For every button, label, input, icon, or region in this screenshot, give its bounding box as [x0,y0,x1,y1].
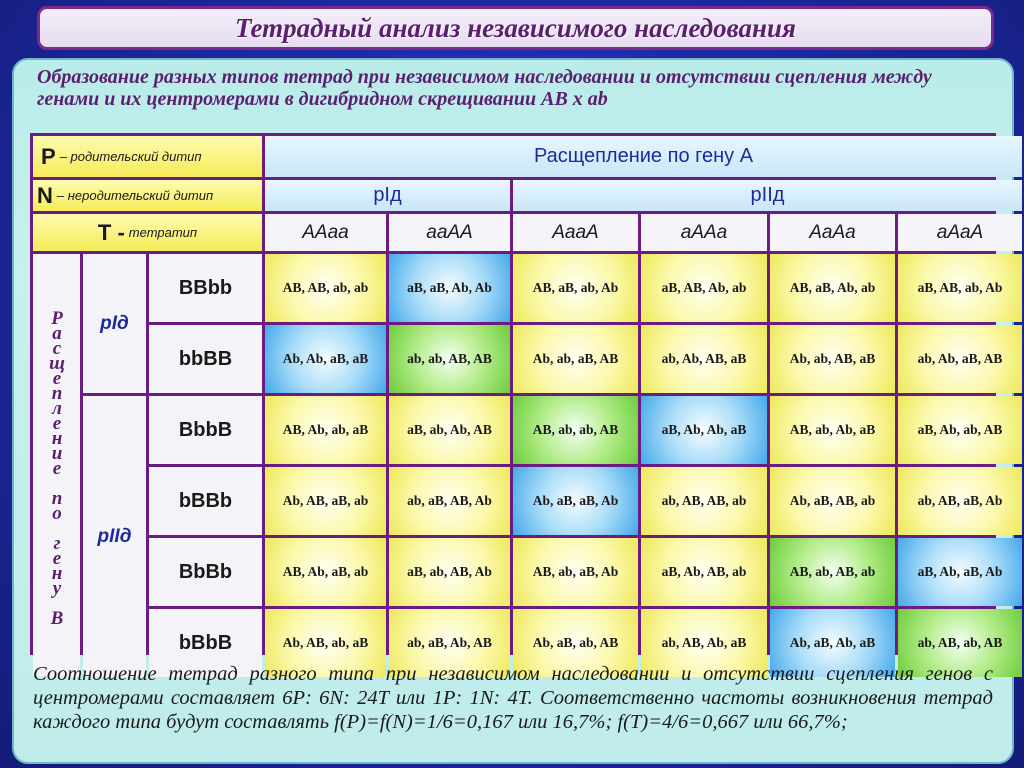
legend-nonparental-ditype [33,180,262,211]
conclusion-text: Соотношение тетрад разного типа при независимом наследовании и отсутствии сцепления генов с центромерами составляет 6P: 6N: 24T или 1P: 1N: 4T. Соответственно частоты возникновения тетрад каждого типа будут составлять f(P)=f(N)=1/6=0,167 или 16,7%; f(T)=4/6=0,667 или 66,7%; [33,663,993,733]
tetrad-header-6 [898,214,1022,251]
tetrad-cell: Ab, aB, aB, Ab [513,467,638,535]
tetrad-cell: ab, AB, AB, ab [641,467,767,535]
tetrad-cell: AB, aB, Ab, ab [770,254,895,322]
genotype-label: bBBb [178,489,233,512]
row-phase1 [83,254,146,393]
tetrad-cell: AB, aB, ab, Ab [513,254,638,322]
tetrad-cell: ab, Ab, AB, aB [641,325,767,393]
tetrad-cell: aB, AB, ab, Ab [898,254,1022,322]
tetrad-cell: aB, Ab, AB, ab [641,538,767,606]
tetrad-header-1 [265,214,386,251]
tetrad-table [30,133,1003,655]
genotype-label: bBbB [178,631,233,654]
tetrad-cell: ab, aB, AB, Ab [389,467,510,535]
tetrad-header-2 [389,214,510,251]
tetrad-cell: aB, ab, AB, Ab [389,538,510,606]
tetrad-cell: Ab, AB, ab, aB [265,609,386,677]
tetrad-cell: Ab, aB, Ab, aB [770,609,895,677]
genotype-row-header [149,325,262,393]
tetrad-header-3 [513,214,638,251]
tetrad-label: aAAa [680,221,728,243]
tetrad-cell: ab, Ab, aB, AB [898,325,1022,393]
genotype-row-header [149,467,262,535]
tetrad-cell: AB, ab, ab, AB [513,396,638,464]
legend-p-letter: P [41,143,56,169]
tetrad-label: AaAa [809,221,856,243]
genotype-row-header [149,254,262,322]
tetrad-cell: Ab, aB, ab, AB [513,609,638,677]
legend-p-text: – родительский дитип [59,149,202,164]
tetrad-cell: Ab, AB, aB, ab [265,467,386,535]
tetrad-cell: Ab, aB, AB, ab [770,467,895,535]
slide-title: Тетрадный анализ независимого наследования [37,6,994,50]
tetrad-label: AAaa [302,221,349,243]
genotype-label: BbBb [178,560,233,583]
legend-n-text: – неродительский дитип [56,188,214,203]
genotype-label: BbbB [178,418,233,441]
genotype-row-header [149,396,262,464]
tetrad-header-5 [770,214,895,251]
genotype-label: BBbb [178,276,233,299]
phase2-label: рIIд [750,184,785,206]
tetrad-cell: ab, AB, ab, AB [898,609,1022,677]
legend-n-letter: N [37,182,53,208]
tetrad-cell: AB, ab, Ab, aB [770,396,895,464]
tetrad-cell: aB, Ab, Ab, aB [641,396,767,464]
legend-tetratype [33,214,262,251]
row-phase2-label: рIIд [97,525,132,547]
tetrad-header-4 [641,214,767,251]
header-phase2 [513,180,1022,211]
tetrad-cell: AB, ab, AB, ab [770,538,895,606]
slide-subtitle: Образование разных типов тетрад при независимом наследовании и отсутствии сцепления между генами и их центромерами в дигибридном скрещивании AB x ab [37,66,932,110]
tetrad-cell: AB, ab, aB, Ab [513,538,638,606]
tetrad-cell: Ab, ab, aB, AB [513,325,638,393]
tetrad-cell: aB, AB, Ab, ab [641,254,767,322]
tetrad-cell: AB, Ab, ab, aB [265,396,386,464]
tetrad-cell: ab, AB, aB, Ab [898,467,1022,535]
tetrad-label: aaAA [426,221,473,243]
tetrad-cell: ab, AB, Ab, aB [641,609,767,677]
tetrad-cell: aB, Ab, ab, AB [898,396,1022,464]
row-phase2 [83,396,146,677]
tetrad-cell: AB, AB, ab, ab [265,254,386,322]
tetrad-cell: Ab, Ab, aB, aB [265,325,386,393]
tetrad-cell: aB, aB, Ab, Ab [389,254,510,322]
tetrad-label: aAaA [936,221,984,243]
header-phase1 [265,180,510,211]
tetrad-cell: Ab, ab, AB, aB [770,325,895,393]
tetrad-cell: AB, Ab, aB, ab [265,538,386,606]
tetrad-cell: ab, ab, AB, AB [389,325,510,393]
legend-t-letter: T - [97,219,125,245]
row-phase1-label: рIд [100,312,129,334]
side-label-split-b [33,254,80,677]
tetrad-label: AaaA [552,221,599,243]
tetrad-cell: aB, Ab, aB, Ab [898,538,1022,606]
phase1-label: рIд [373,184,402,206]
genotype-row-header [149,538,262,606]
tetrad-cell: aB, ab, Ab, AB [389,396,510,464]
split-b-label: Расщепление по гену B [46,308,68,623]
genotype-label: bbBB [178,347,233,370]
tetrad-cell: ab, aB, Ab, AB [389,609,510,677]
legend-parental-ditype [33,136,262,177]
header-split-a [265,136,1022,177]
legend-t-text: тетратип [128,225,198,240]
split-a-label: Расщепление по гену A [533,145,754,167]
